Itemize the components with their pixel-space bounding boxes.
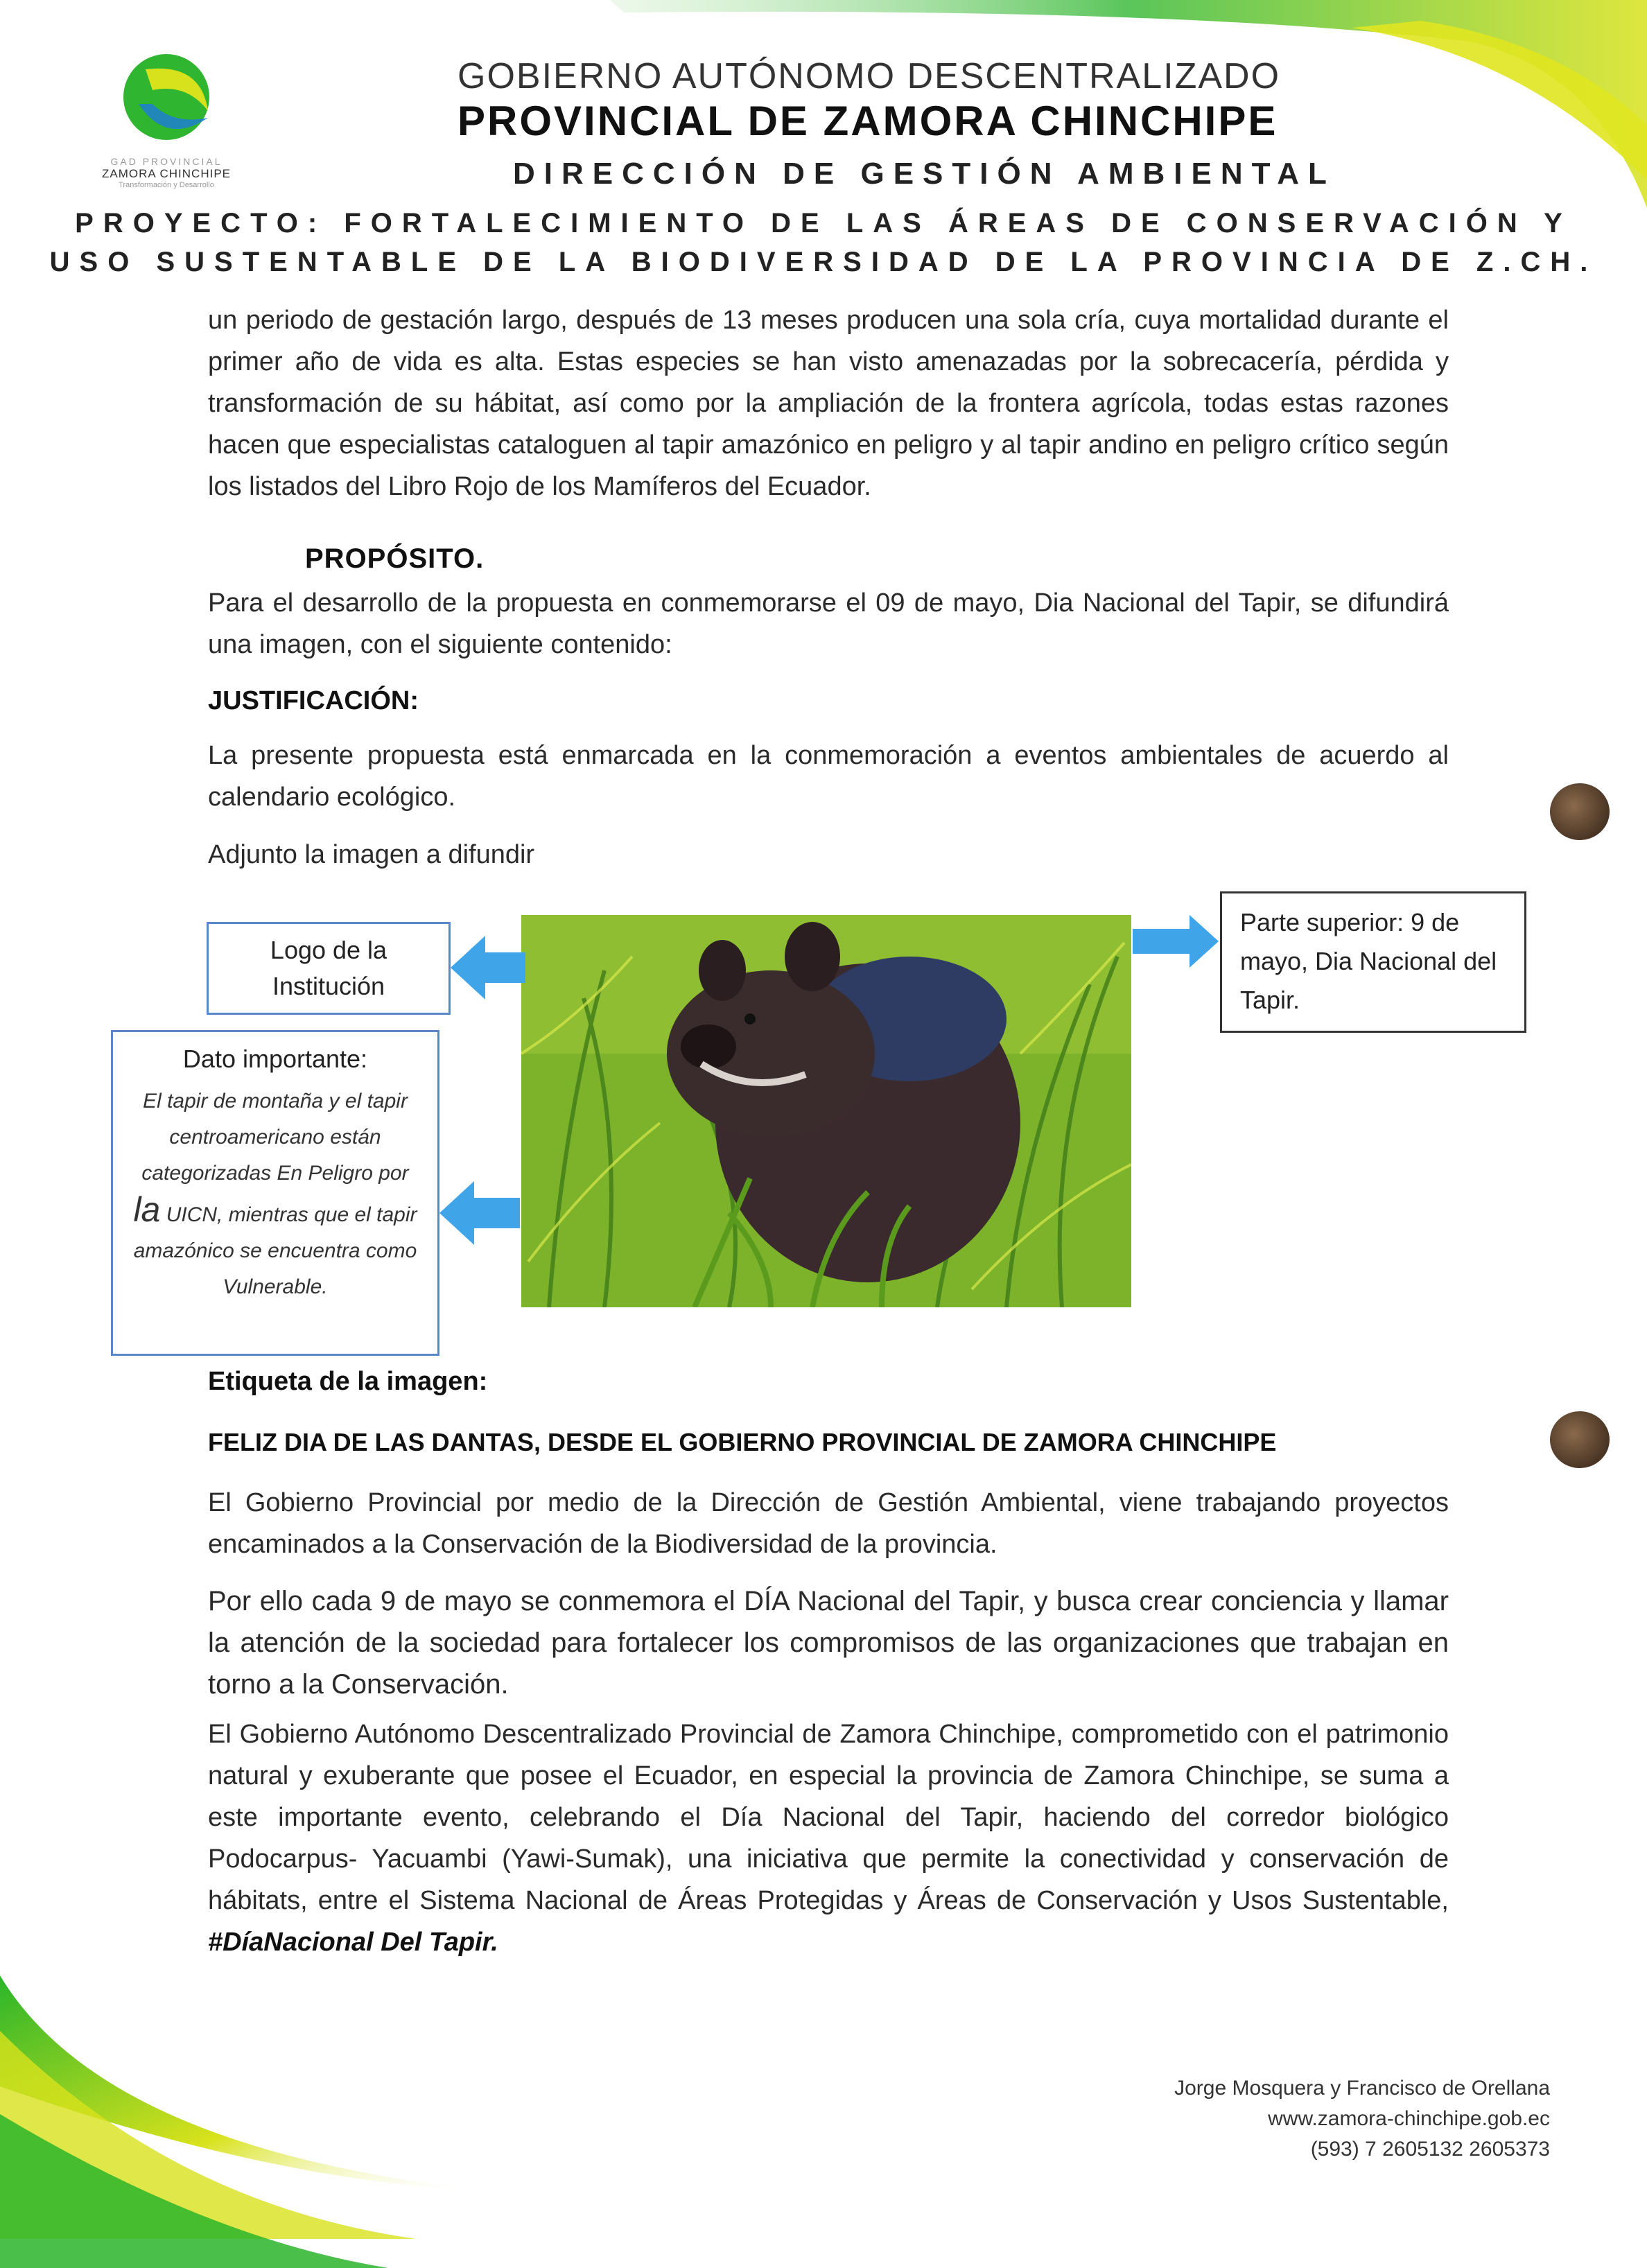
- header-line-3: DIRECCIÓN DE GESTIÓN AMBIENTAL: [513, 157, 1336, 191]
- logo-name: ZAMORA CHINCHIPE: [101, 167, 232, 180]
- body-paragraph-3-text: El Gobierno Autónomo Descentralizado Provincial de Zamora Chinchipe, comprometido con el patrimonio natural y exuberante que posee el Ecuador, en especial la provincia de Zamora Chinchipe, se suma a este importante evento, celebrando el Día Nacional del Tapir, haciendo del corredor biológico Podocarpus- Yacuambi (Yawi-Sumak), una iniciativa que permite la conectividad y conservación de hábitats, entre el Sistema Nacional de Áreas Protegidas y Áreas de Conservación y Usos Sustentable,: [208, 1720, 1449, 1915]
- body-paragraph-1: El Gobierno Provincial por medio de la Dirección de Gestión Ambiental, viene trabajando proyectos encaminados a la Conservación de la Biodiversidad de la provincia.: [208, 1488, 1449, 1559]
- project-line-1: PROYECTO: FORTALECIMIENTO DE LAS ÁREAS DE CONSERVACIÓN Y: [75, 208, 1572, 238]
- footer-address: Jorge Mosquera y Francisco de Orellana: [1174, 2077, 1550, 2100]
- adjunto-text: Adjunto la imagen a difundir: [208, 840, 535, 869]
- right-arrow-icon: [1131, 914, 1220, 969]
- header-line-2: PROVINCIAL DE ZAMORA CHINCHIPE: [458, 98, 1278, 144]
- footer-web: www.zamora-chinchipe.gob.ec: [1268, 2107, 1550, 2130]
- dato-text-b: UICN, mientras que el tapir amazónico se encuentra como Vulnerable.: [133, 1203, 417, 1298]
- dato-box: [111, 1030, 439, 1356]
- dato-text-a: El tapir de montaña y el tapir centroamericano están categorizadas En Peligro por: [141, 1090, 409, 1185]
- logo-tagline: Transformación y Desarrollo: [119, 181, 214, 189]
- logo-box: Logo de la Institución: [207, 922, 451, 1015]
- punch-hole-bottom: [1550, 1411, 1610, 1468]
- dato-text: [127, 1083, 424, 1305]
- dato-title: Dato importante:: [182, 1045, 368, 1073]
- project-line-2: USO SUSTENTABLE DE LA BIODIVERSIDAD DE LA PROVINCIA DE Z.CH.: [49, 247, 1598, 277]
- left-arrow-icon: [451, 933, 527, 1002]
- top-box: Parte superior: 9 de mayo, Dia Nacional del Tapir.: [1220, 891, 1526, 1033]
- proposito-title: PROPÓSITO.: [305, 543, 485, 574]
- intro-paragraph: un periodo de gestación largo, después de 13 meses producen una sola cría, cuya mortalidad durante el primer año de vida es alta. Estas especies se han visto amenazadas por la sobrecacería, pérdida y transformación de su hábitat, así como por la ampliación de la frontera agrícola, todas estas razones hacen que especialistas cataloguen al tapir amazónico en peligro y al tapir andino en peligro crítico según los listados del Libro Rojo de los Mamíferos del Ecuador.: [208, 306, 1449, 501]
- body-paragraph-3: [208, 1713, 1449, 1963]
- justificacion-text: La presente propuesta está enmarcada en la conmemoración a eventos ambientales de acuerdo al calendario ecológico.: [208, 741, 1449, 812]
- footer-phone: (593) 7 2605132 2605373: [1310, 2138, 1550, 2161]
- left-arrow-2-icon: [439, 1178, 521, 1248]
- proposito-text: Para el desarrollo de la propuesta en conmemorarse el 09 de mayo, Dia Nacional del Tapir, se difundirá una imagen, con el siguiente contenido:: [208, 588, 1449, 659]
- tapir-image-icon: [521, 915, 1131, 1307]
- logo-small-text: GAD PROVINCIAL: [110, 156, 223, 167]
- institution-logo: [76, 42, 256, 194]
- header-line-1: GOBIERNO AUTÓNOMO DESCENTRALIZADO: [458, 56, 1281, 96]
- dato-text-la: la: [133, 1190, 161, 1229]
- tapir-photo: [521, 915, 1131, 1307]
- body-paragraph-2: Por ello cada 9 de mayo se conmemora el DÍA Nacional del Tapir, y busca crear conciencia y llamar la atención de la sociedad para fortalecer los compromisos de las organizaciones que trabajan en torno a la Conservación.: [208, 1586, 1449, 1700]
- punch-hole-top: [1550, 783, 1610, 840]
- etiqueta-title: Etiqueta de la imagen:: [208, 1367, 488, 1396]
- etiqueta-headline: FELIZ DIA DE LAS DANTAS, DESDE EL GOBIERNO PROVINCIAL DE ZAMORA CHINCHIPE: [208, 1428, 1277, 1456]
- justificacion-title: JUSTIFICACIÓN:: [208, 686, 419, 715]
- logo-emblem-icon: [76, 42, 256, 152]
- hashtag: #DíaNacional Del Tapir.: [208, 1928, 498, 1957]
